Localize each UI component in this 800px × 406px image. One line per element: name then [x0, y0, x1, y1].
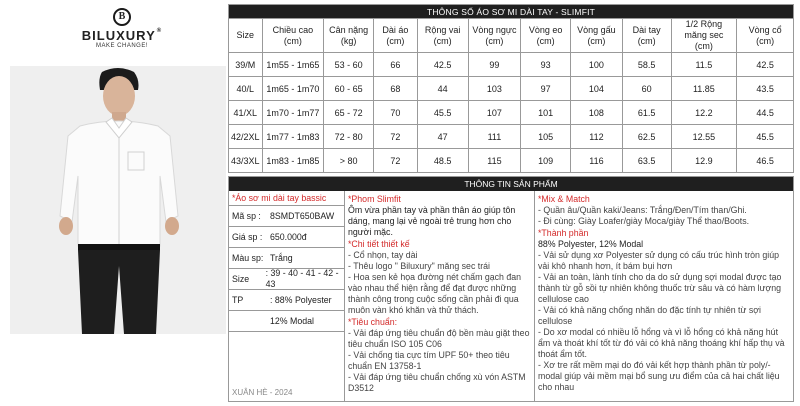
spec-cell: 109: [521, 149, 571, 173]
product-material-row: [229, 290, 344, 311]
mix-item: - Đi cùng: Giày Loafer/giày Moca/giày Thể thao/Boots.: [538, 216, 750, 226]
spec-cell: 112: [571, 125, 623, 149]
size-value: : 39 - 40 - 41 - 42 - 43: [265, 268, 339, 289]
spec-cell: 12.9: [671, 149, 737, 173]
size-label: Size: [232, 273, 250, 284]
composition-item: - Vải có khả năng chống nhăn do đặc tính tự nhiên từ sợi cellulose: [538, 305, 761, 326]
logo-mark-icon: B: [113, 8, 131, 26]
spec-cell: 47: [417, 125, 468, 149]
detail-item: - Hoa sen kẻ họa đường nét chấm gạch đan vào nhau thể hiện rằng để đạt được những thành công trong cuộc sống cần phải đi qua muôn vàn khó khăn và thử thách.: [348, 272, 522, 315]
spec-cell: 44: [417, 77, 468, 101]
spec-cell: 1m77 - 1m83: [262, 125, 324, 149]
mix-item: - Quần âu/Quần kaki/Jeans: Trắng/Đen/Tím than/Ghi.: [538, 205, 747, 215]
model-photo: [10, 66, 226, 334]
form-text: Ôm vừa phần tay và phần thân áo giúp tôn dáng, mang lại vẻ ngoài trẻ trung hơn cho người mặc.: [348, 205, 516, 237]
spec-cell: 1m70 - 1m77: [262, 101, 324, 125]
spec-cell: 68: [373, 77, 417, 101]
composition-title: *Thành phần: [538, 228, 589, 238]
spec-cell: 72: [373, 125, 417, 149]
product-price-row: [229, 227, 344, 248]
header-length: Dài áo (cm): [373, 19, 417, 53]
mix-title: *Mix & Match: [538, 194, 590, 204]
composition-item: - Vải sử dụng xơ Polyester sử dụng có cấu trúc hình tròn giúp vải khô nhanh hơn, ít bám bụi hơn: [538, 250, 780, 271]
product-color-row: [229, 248, 344, 269]
spec-cell: 105: [521, 125, 571, 149]
code-value: 8SMDT650BAW: [270, 210, 335, 221]
color-value: Trắng: [270, 252, 293, 263]
spec-cell: 42.5: [417, 53, 468, 77]
spec-cell: 101: [521, 101, 571, 125]
size-spec-table: [228, 4, 794, 173]
model-illustration: [10, 66, 226, 334]
header-size: Size: [229, 19, 263, 53]
header-waist: Vòng eo (cm): [521, 19, 571, 53]
brand-logo: [62, 8, 182, 49]
header-chest: Vòng ngực (cm): [468, 19, 521, 53]
product-material-row-2: [229, 311, 344, 332]
spec-cell: 12.55: [671, 125, 737, 149]
spec-cell: 111: [468, 125, 521, 149]
spec-row: [229, 149, 794, 173]
product-name: *Áo sơ mi dài tay bassic: [229, 191, 344, 206]
spec-cell: 1m83 - 1m85: [262, 149, 324, 173]
header-weight: Cân nặng (kg): [324, 19, 374, 53]
spec-cell: 115: [468, 149, 521, 173]
header-collar: Vòng cổ (cm): [737, 19, 794, 53]
standard-title: *Tiêu chuẩn:: [348, 317, 398, 327]
spec-cell: 100: [571, 53, 623, 77]
size-cell: 43/3XL: [229, 149, 263, 173]
composition-item: - Vải an toàn, lành tính cho da do sử dụng sợi modal được tạo thành từ gỗ sồi tự nhiên không thuốc trừ sâu và có hàm lượng cellulose cao: [538, 272, 782, 304]
material-value-1: : 88% Polyester: [270, 294, 332, 305]
brand-tagline: MAKE CHANGE!: [95, 43, 148, 49]
product-size-row: [229, 269, 344, 290]
spec-cell: 58.5: [622, 53, 671, 77]
spec-cell: 43.5: [737, 77, 794, 101]
spec-cell: 116: [571, 149, 623, 173]
composition-item: - Xơ tre rất mềm mại do đó vải kết hợp thành phần từ poly/-modal giúp vải mềm mại bổ sung ưu điểm của cả hai chất liệu cho nhau: [538, 360, 780, 392]
spec-cell: 45.5: [737, 125, 794, 149]
product-info-title: THÔNG TIN SẢN PHẨM: [229, 177, 793, 191]
spec-cell: 60: [622, 77, 671, 101]
detail-title: *Chi tiết thiết kế: [348, 239, 410, 249]
spec-cell: 108: [571, 101, 623, 125]
size-cell: 39/M: [229, 53, 263, 77]
spec-cell: 66: [373, 53, 417, 77]
price-label: Giá sp :: [232, 231, 263, 242]
spec-row: [229, 53, 794, 77]
spec-cell: 53 - 60: [324, 53, 374, 77]
style-column: [345, 191, 535, 402]
mix-composition-column: [535, 191, 793, 402]
spec-cell: 63.5: [622, 149, 671, 173]
form-title: *Phom Slimfit: [348, 194, 401, 204]
spec-cell: 45.5: [417, 101, 468, 125]
price-value: 650.000đ: [270, 231, 307, 242]
composition-summary: 88% Polyester, 12% Modal: [538, 239, 644, 249]
spec-cell: 44.5: [737, 101, 794, 125]
header-shoulder: Rộng vai (cm): [417, 19, 468, 53]
spec-cell: 1m65 - 1m70: [262, 77, 324, 101]
size-cell: 40/L: [229, 77, 263, 101]
registered-mark: ®: [156, 28, 163, 34]
code-label: Mã sp :: [232, 210, 261, 221]
spec-cell: 104: [571, 77, 623, 101]
spec-cell: 99: [468, 53, 521, 77]
detail-item: - Cổ nhọn, tay dài: [348, 250, 418, 260]
spec-cell: 103: [468, 77, 521, 101]
spec-row: [229, 77, 794, 101]
standard-item: - Vải đáp ứng tiêu chuẩn độ bền màu giặt theo tiêu chuẩn ISO 105 C06: [348, 328, 530, 349]
product-code-row: [229, 206, 344, 227]
size-cell: 42/2XL: [229, 125, 263, 149]
spec-cell: 72 - 80: [324, 125, 374, 149]
brand-name-text: BILUXURY: [81, 28, 156, 43]
spec-cell: 93: [521, 53, 571, 77]
spec-table-title: THÔNG SỐ ÁO SƠ MI DÀI TAY - SLIMFIT: [229, 5, 794, 19]
spec-row: [229, 125, 794, 149]
composition-item: - Do xơ modal có nhiều lỗ hổng và vì lỗ hổng có khả năng hút ẩm và thoát khí tốt từ đó vải có khả năng thoáng khí hấp thụ và thoát ẩm tốt.: [538, 327, 785, 359]
material-label: TP: [232, 294, 244, 305]
spec-cell: 11.5: [671, 53, 737, 77]
spec-cell: 46.5: [737, 149, 794, 173]
spec-cell: 97: [521, 77, 571, 101]
spec-header-row: [229, 19, 794, 53]
spec-row: [229, 101, 794, 125]
header-sleeve: Dài tay (cm): [622, 19, 671, 53]
spec-cell: > 80: [324, 149, 374, 173]
standard-item: - Vải chống tia cực tím UPF 50+ theo tiêu chuẩn EN 13758-1: [348, 350, 510, 371]
material-value-2: 12% Modal: [270, 315, 315, 326]
season-label: XUÂN HÈ - 2024: [232, 388, 293, 397]
standard-item: - Vải đáp ứng tiêu chuẩn chống xù vón ASTM D3512: [348, 372, 526, 393]
color-label: Màu sp:: [232, 252, 264, 263]
spec-cell: 48.5: [417, 149, 468, 173]
size-cell: 41/XL: [229, 101, 263, 125]
spec-cell: 107: [468, 101, 521, 125]
detail-item: - Thêu logo " Biluxury" măng sec trái: [348, 261, 491, 271]
header-height: Chiều cao (cm): [262, 19, 324, 53]
spec-cell: 72: [373, 149, 417, 173]
header-hem: Vòng gấu (cm): [571, 19, 623, 53]
spec-cell: 70: [373, 101, 417, 125]
header-cuff: 1/2 Rộng măng sec (cm): [671, 19, 737, 53]
spec-cell: 62.5: [622, 125, 671, 149]
brand-name: [62, 28, 182, 43]
spec-cell: 65 - 72: [324, 101, 374, 125]
spec-cell: 61.5: [622, 101, 671, 125]
spec-cell: 1m55 - 1m65: [262, 53, 324, 77]
spec-cell: 60 - 65: [324, 77, 374, 101]
product-info-table: [228, 176, 794, 402]
spec-cell: 12.2: [671, 101, 737, 125]
spec-cell: 42.5: [737, 53, 794, 77]
basic-info-column: [229, 191, 345, 402]
spec-cell: 11.85: [671, 77, 737, 101]
